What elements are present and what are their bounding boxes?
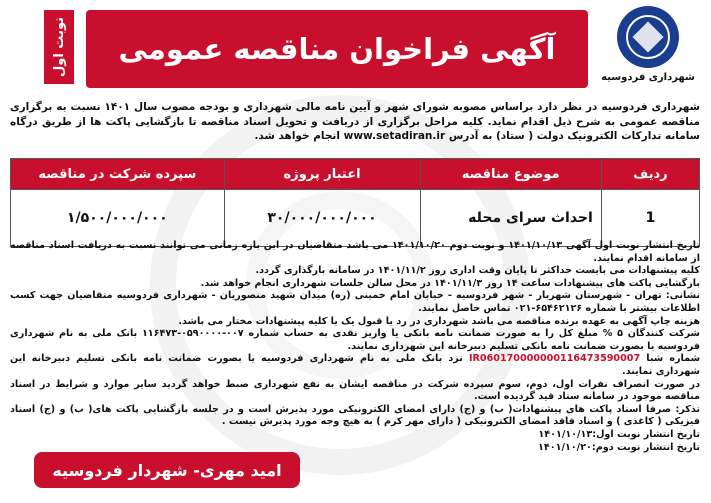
tender-table: [10, 158, 700, 247]
intro-text: شهرداری فردوسیه در نظر دارد براساس مصوبه شورای شهر و آیین نامه مالی شهرداری و بودجه مصوب سال ۱۴۰۱ نسبت به برگزاری مناقصه عمومی به شرح ذیل اقدام نماید. کلیه مراحل برگزاری از دریافت و تحویل اسناد مناقصه تا بازگشایی پاکت ها از طریق درگاه سامانه تدارکات الکترونیک دولت ( ستاد) به آدرس: [10, 101, 701, 142]
municipality-logo: [592, 6, 704, 96]
header-row-number: ردیف: [601, 159, 699, 190]
cell-row-number: 1: [601, 190, 699, 247]
municipality-logo-name: شهرداری فردوسیه: [601, 72, 695, 83]
cell-subject: احداث سرای محله: [420, 190, 601, 247]
mayor-signature-banner: [34, 452, 300, 488]
detail-line: در صورت انصراف نفرات اول، دوم، سوم سپرده شرکت در مناقصه ایشان به نفع شهرداری ضبط خواهد گردید سایر موارد و شرایط در اسناد مناقصه موجود در سامانه ستاد قید گردیده است.: [10, 378, 700, 403]
shaba-suffix: نزد بانک ملی به نام شهرداری فردوسیه یا بصورت ضمانت نامه بانکی تسلیم دبیرخانه این شهرداری نمایند.: [10, 353, 700, 377]
detail-line: نشانی: تهران - شهرستان شهریار - شهر فردوسیه - خیابان امام خمینی (ره) میدان شهید منصوریان - شهرداری فردوسیه متقاضیان جهت کسب اطلاعات بیشتر با شماره ۶۵۴۶۲۱۲۶-۰۲۱ تماس حاصل نمایند.: [10, 290, 700, 314]
cell-deposit: ۱/۵۰۰/۰۰۰/۰۰۰: [11, 190, 225, 247]
header-deposit: سپرده شرکت در مناقصه: [11, 159, 225, 190]
table-row: [11, 190, 700, 247]
detail-line: بازگشایی پاکت های پیشنهادات ساعت ۱۴ روز ۱۴۰۱/۱۱/۳ در محل سالن جلسات شهرداری انجام خواهد شد.: [200, 277, 700, 289]
shaba-line: [10, 353, 700, 378]
edition-badge: [44, 10, 74, 84]
notice-title-banner: [86, 10, 588, 88]
intro-paragraph: [10, 100, 700, 144]
notice-title: آگهی فراخوان مناقصه عمومی: [118, 32, 556, 66]
intro-tail: انجام خواهد شد.: [254, 130, 340, 142]
shaba-number: IR060170000000116473590007: [468, 353, 641, 365]
publish-date-first: تاریخ انتشار نوبت اول:۱۴۰۱/۱۰/۱۳: [538, 428, 700, 440]
shaba-prefix: شماره شبا: [646, 353, 701, 365]
header-subject: موضوع مناقصه: [420, 159, 601, 190]
detail-line: تاریخ انتشار نوبت اول آگهی ۱۴۰۱/۱۰/۱۳ و نوبت دوم ۱۴۰۱/۱۰/۲۰ می باشد متقاضیان در این بازه زمانی می توانند نسبت به دریافت اسناد مناقصه از سامانه اقدام نمایند.: [10, 240, 701, 264]
cell-project-credit: ۳۰/۰۰۰/۰۰۰/۰۰۰: [224, 190, 420, 247]
tender-details: [10, 240, 700, 454]
table-header-row: [11, 159, 700, 190]
mayor-signature: امید مهری- شهردار فردوسیه: [52, 460, 282, 480]
setad-url-link[interactable]: www.setadiran.ir: [343, 130, 446, 142]
detail-line: کلیه پیشنهادات می بایست حداکثر تا پایان وقت اداری روز ۱۴۰۱/۱۱/۲ در سامانه بارگذاری گردد.: [255, 265, 700, 277]
edition-label: نوبت اول: [51, 16, 67, 78]
detail-line: شرکت کنندگان ۵ % مبلغ کل را به صورت ضمانت نامه بانکی یا واریز نقدی به حساب شماره ۰۰۷-۰۵۹۰۰۰۰-۱۱۶۴۷۳ بانک ملی به نام شهرداری فردوسیه یا بصورت ضمانت نامه بانکی تسلیم دبیرخانه این شهرداری نمایند.: [10, 328, 700, 352]
detail-line: هزینه چاپ آگهی به عهده برنده مناقصه می باشد شهرداری در رد یا قبول یک یا کلیه پیشنهادات مختار می باشد.: [178, 315, 700, 327]
detail-line: تذکر: صرفا اسناد پاکت های پیشنهادات( ب) و (ج) دارای امضای الکترونیکی مورد پذیرش است و در جلسه بازگشایی پاکت های( ب) و (ج) اسناد فیزیکی ( کاغذی ) و اسناد فاقد امضای الکترونیکی ( دارای مهر کرم ) به هیچ وجه مورد پذیرش نیست .: [10, 403, 700, 428]
municipality-emblem-icon: [617, 6, 679, 68]
publish-date-second: تاریخ انتشار نوبت دوم:۱۴۰۱/۱۰/۲۰: [538, 441, 700, 453]
header-project-credit: اعتبار پروژه: [224, 159, 420, 190]
